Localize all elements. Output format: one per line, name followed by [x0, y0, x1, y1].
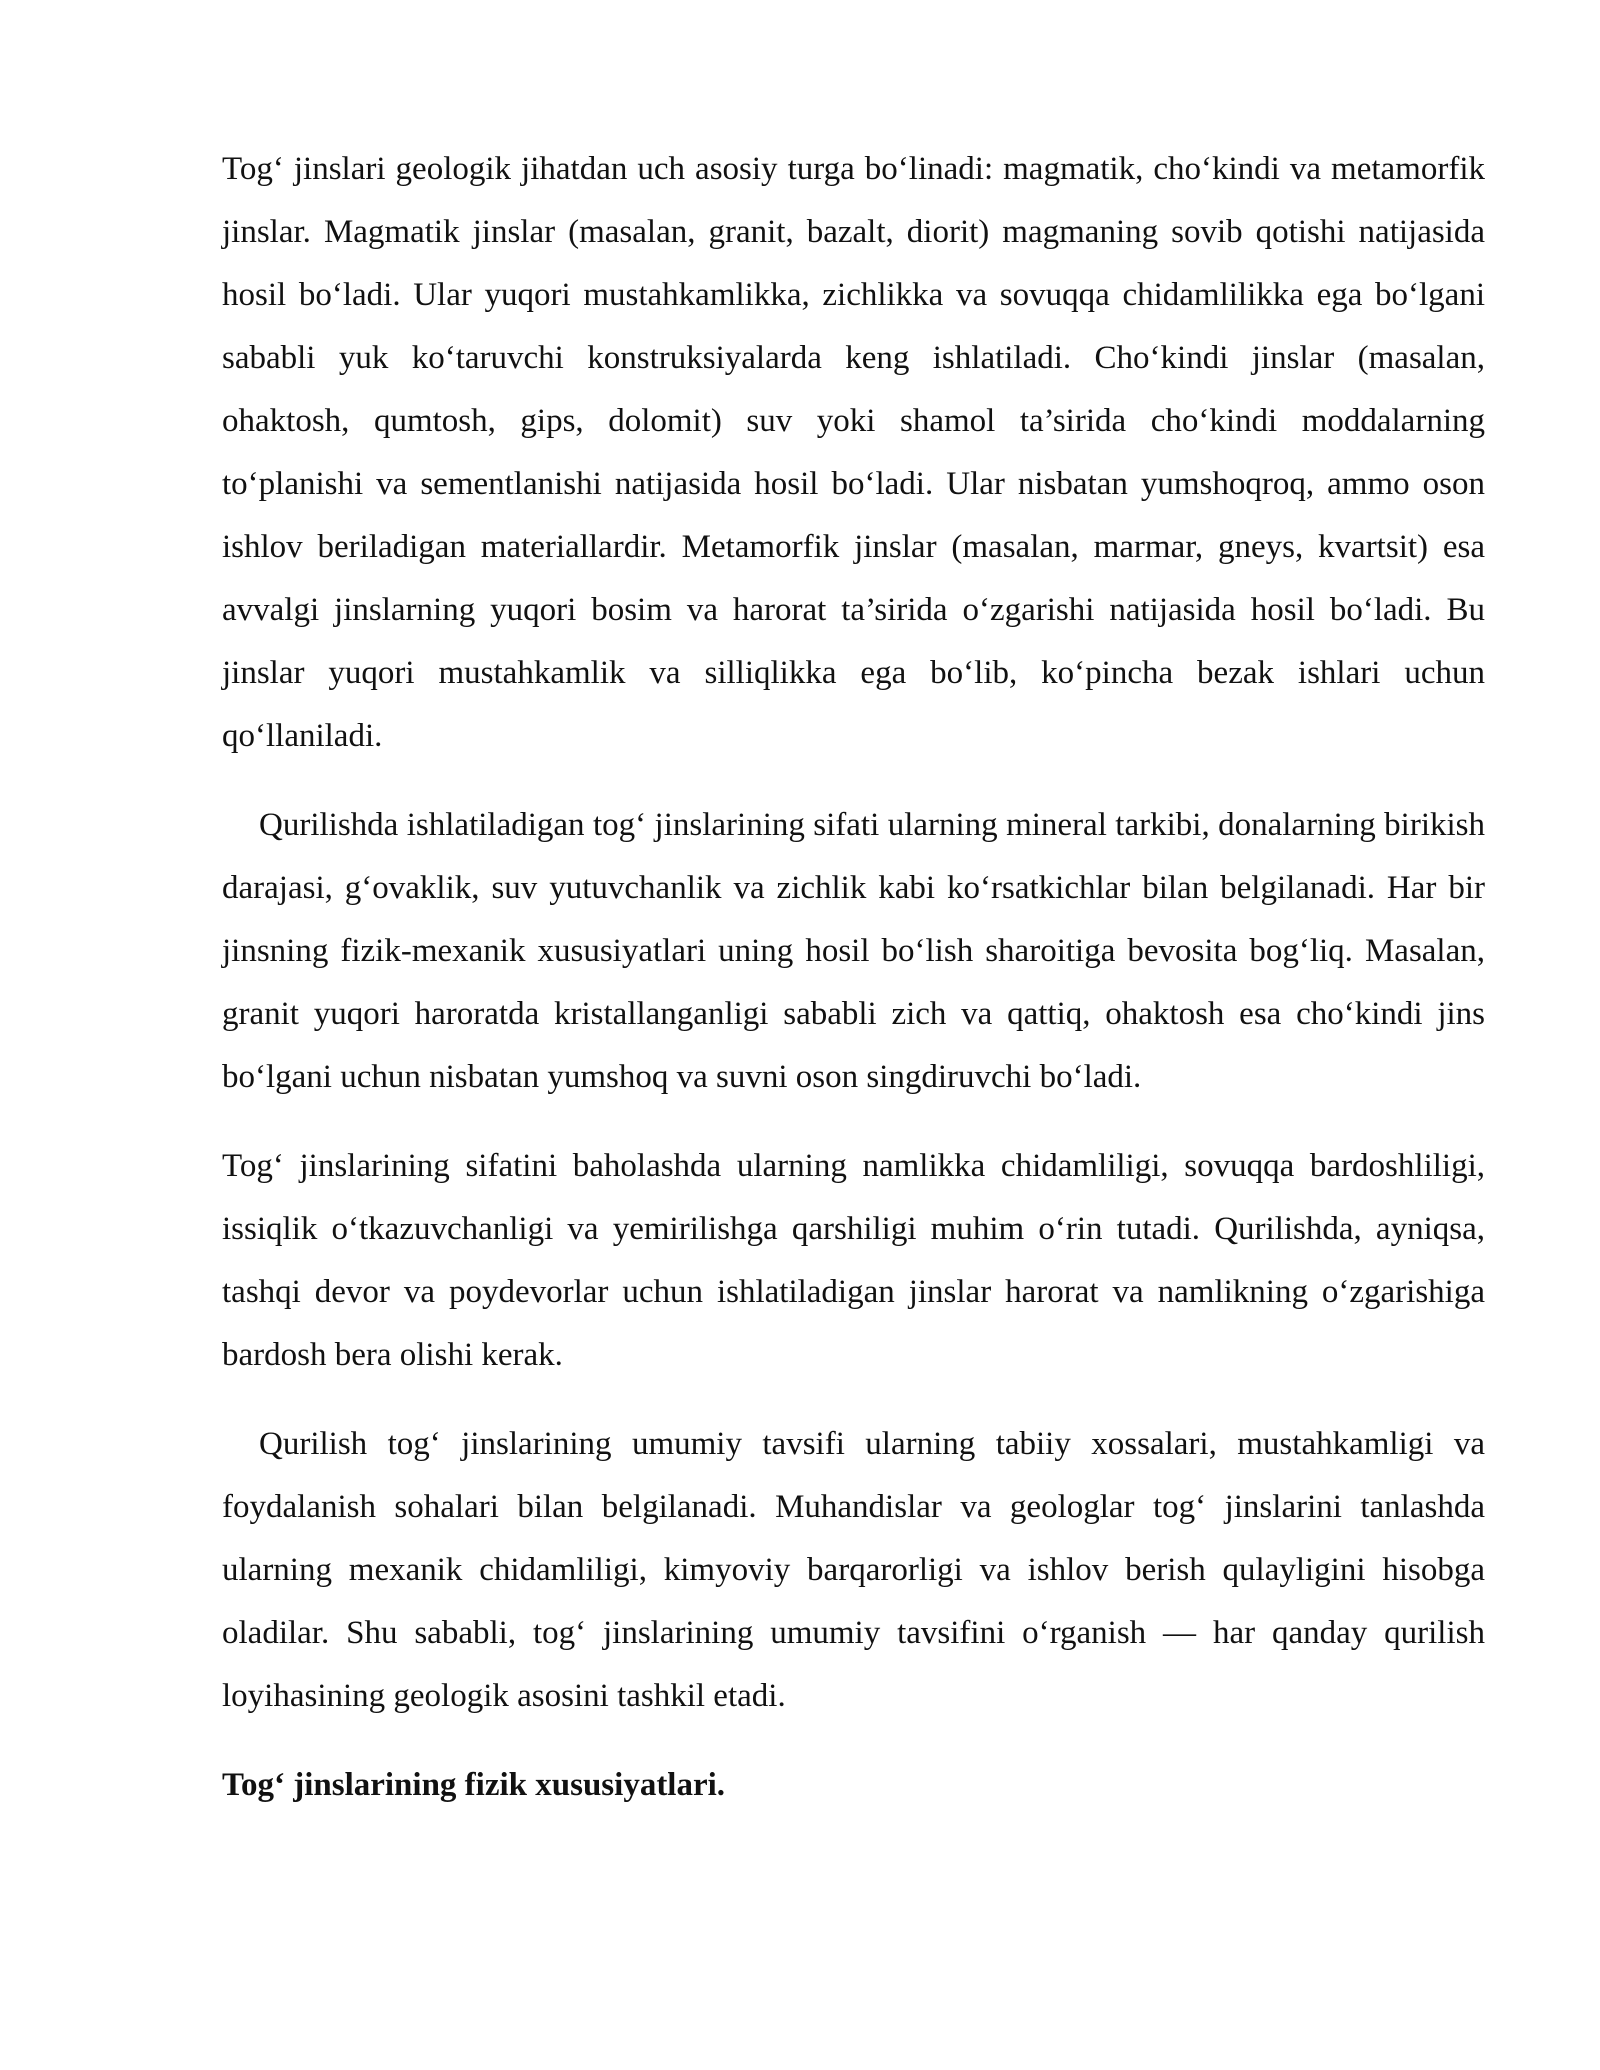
document-body [222, 138, 1485, 1817]
section-heading: Tog‘ jinslarining fizik xususiyatlari. [222, 1767, 726, 1803]
paragraph-quality-assessment: Tog‘ jinslarining sifatini baholashda ularning namlikka chidamliligi, sovuqqa bardoshliligi, issiqlik o‘tkazuvchanligi va yemirilishga qarshiligi muhim o‘rin tutadi. Qurilishda, ayniqsa, tashqi devor va poydevorlar uchun ishlatiladigan jinslar harorat va namlikning o‘zgarishiga bardosh bera olishi kerak. [222, 1148, 1485, 1373]
paragraph-rock-types: Tog‘ jinslari geologik jihatdan uch asosiy turga bo‘linadi: magmatik, cho‘kindi va metamorfik jinslar. Magmatik jinslar (masalan, granit, bazalt, diorit) magmaning sovib qotishi natijasida hosil bo‘ladi. Ular yuqori mustahkamlikka, zichlikka va sovuqqa chidamlilikka ega bo‘lgani sababli yuk ko‘taruvchi konstruksiyalarda keng ishlatiladi. Cho‘kindi jinslar (masalan, ohaktosh, qumtosh, gips, dolomit) suv yoki shamol ta’sirida cho‘kindi moddalarning to‘planishi va sementlanishi natijasida hosil bo‘ladi. Ular nisbatan yumshoqroq, ammo oson ishlov beriladigan materiallardir. Metamorfik jinslar (masalan, marmar, gneys, kvartsit) esa avvalgi jinslarning yuqori bosim va harorat ta’sirida o‘zgarishi natijasida hosil bo‘ladi. Bu jinslar yuqori mustahkamlik va silliqlikka ega bo‘lib, ko‘pincha bezak ishlari uchun qo‘llaniladi. [222, 151, 1485, 754]
paragraph-rock-quality: Qurilishda ishlatiladigan tog‘ jinslarining sifati ularning mineral tarkibi, donalarning birikish darajasi, g‘ovaklik, suv yutuvchanlik va zichlik kabi ko‘rsatkichlar bilan belgilanadi. Har bir jinsning fizik-mexanik xususiyatlari uning hosil bo‘lish sharoitiga bevosita bog‘liq. Masalan, granit yuqori haroratda kristallanganligi sababli zich va qattiq, ohaktosh esa cho‘kindi jins bo‘lgani uchun nisbatan yumshoq va suvni oson singdiruvchi bo‘ladi. [222, 807, 1485, 1095]
paragraph-general-description: Qurilish tog‘ jinslarining umumiy tavsifi ularning tabiiy xossalari, mustahkamligi va foydalanish sohalari bilan belgilanadi. Muhandislar va geologlar tog‘ jinslarini tanlashda ularning mexanik chidamliligi, kimyoviy barqarorligi va ishlov berish qulayligini hisobga oladilar. Shu sababli, tog‘ jinslarining umumiy tavsifini o‘rganish — har qanday qurilish loyihasining geologik asosini tashkil etadi. [222, 1426, 1485, 1714]
